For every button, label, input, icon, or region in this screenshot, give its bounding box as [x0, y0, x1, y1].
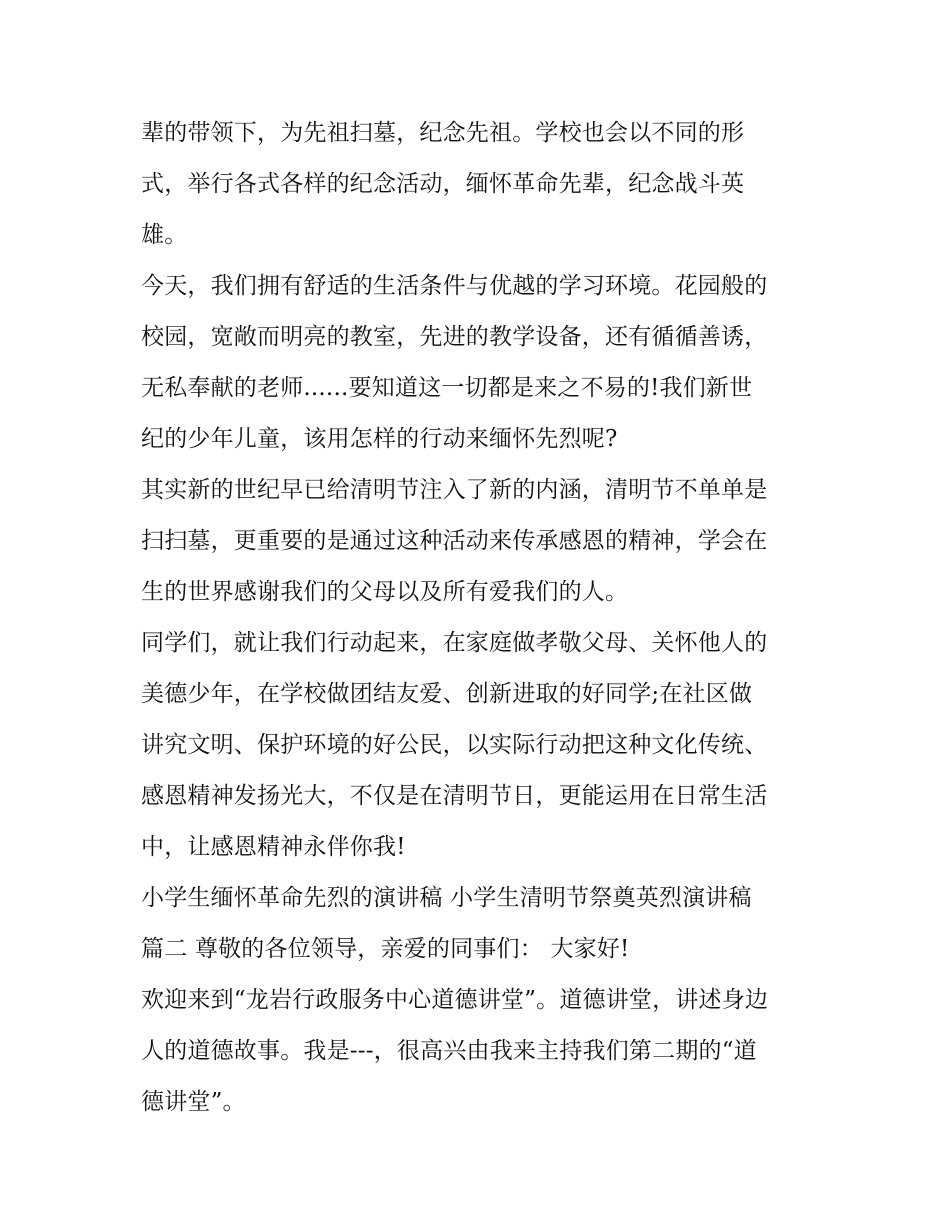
text-line: 德讲堂”。 — [141, 1089, 246, 1115]
text-line: 校园，宽敞而明亮的教室，先进的教学设备，还有循循善诱， — [141, 324, 768, 350]
text-line: 式，举行各式各样的纪念活动，缅怀革命先辈，纪念战斗英 — [141, 171, 745, 197]
text-line: 其实新的世纪早已给清明节注入了新的内涵，清明节不单单是 — [141, 477, 768, 503]
text-line: 辈的带领下，为先祖扫墓，纪念先祖。学校也会以不同的形 — [141, 120, 745, 146]
document-body — [141, 108, 821, 1128]
text-line: 纪的少年儿童，该用怎样的行动来缅怀先烈呢? — [141, 426, 618, 452]
text-line: 欢迎来到“龙岩行政服务中心道德讲堂”。道德讲堂，讲述身边 — [141, 987, 769, 1013]
text-line: 小学生缅怀革命先烈的演讲稿 小学生清明节祭奠英烈演讲稿 — [141, 885, 752, 911]
text-line: 雄。 — [141, 222, 188, 248]
text-line: 美德少年，在学校做团结友爱、创新进取的好同学;在社区做 — [141, 681, 753, 707]
text-line: 扫扫墓，更重要的是通过这种活动来传承感恩的精神，学会在 — [141, 528, 768, 554]
text-line: 今天，我们拥有舒适的生活条件与优越的学习环境。花园般的 — [141, 273, 768, 299]
text-line: 中，让感恩精神永伴你我! — [141, 834, 406, 860]
text-line: 同学们，就让我们行动起来，在家庭做孝敬父母、关怀他人的 — [141, 630, 768, 656]
text-line: 人的道德故事。我是---，很高兴由我来主持我们第二期的“道 — [141, 1038, 757, 1064]
text-line: 讲究文明、保护环境的好公民，以实际行动把这种文化传统、 — [141, 732, 768, 758]
text-line: 生的世界感谢我们的父母以及所有爱我们的人。 — [141, 579, 629, 605]
text-line: 感恩精神发扬光大，不仅是在清明节日，更能运用在日常生活 — [141, 783, 768, 809]
text-line: 无私奉献的老师......要知道这一切都是来之不易的!我们新世 — [141, 375, 753, 401]
text-line: 篇二 尊敬的各位领导，亲爱的同事们： 大家好! — [141, 936, 630, 962]
